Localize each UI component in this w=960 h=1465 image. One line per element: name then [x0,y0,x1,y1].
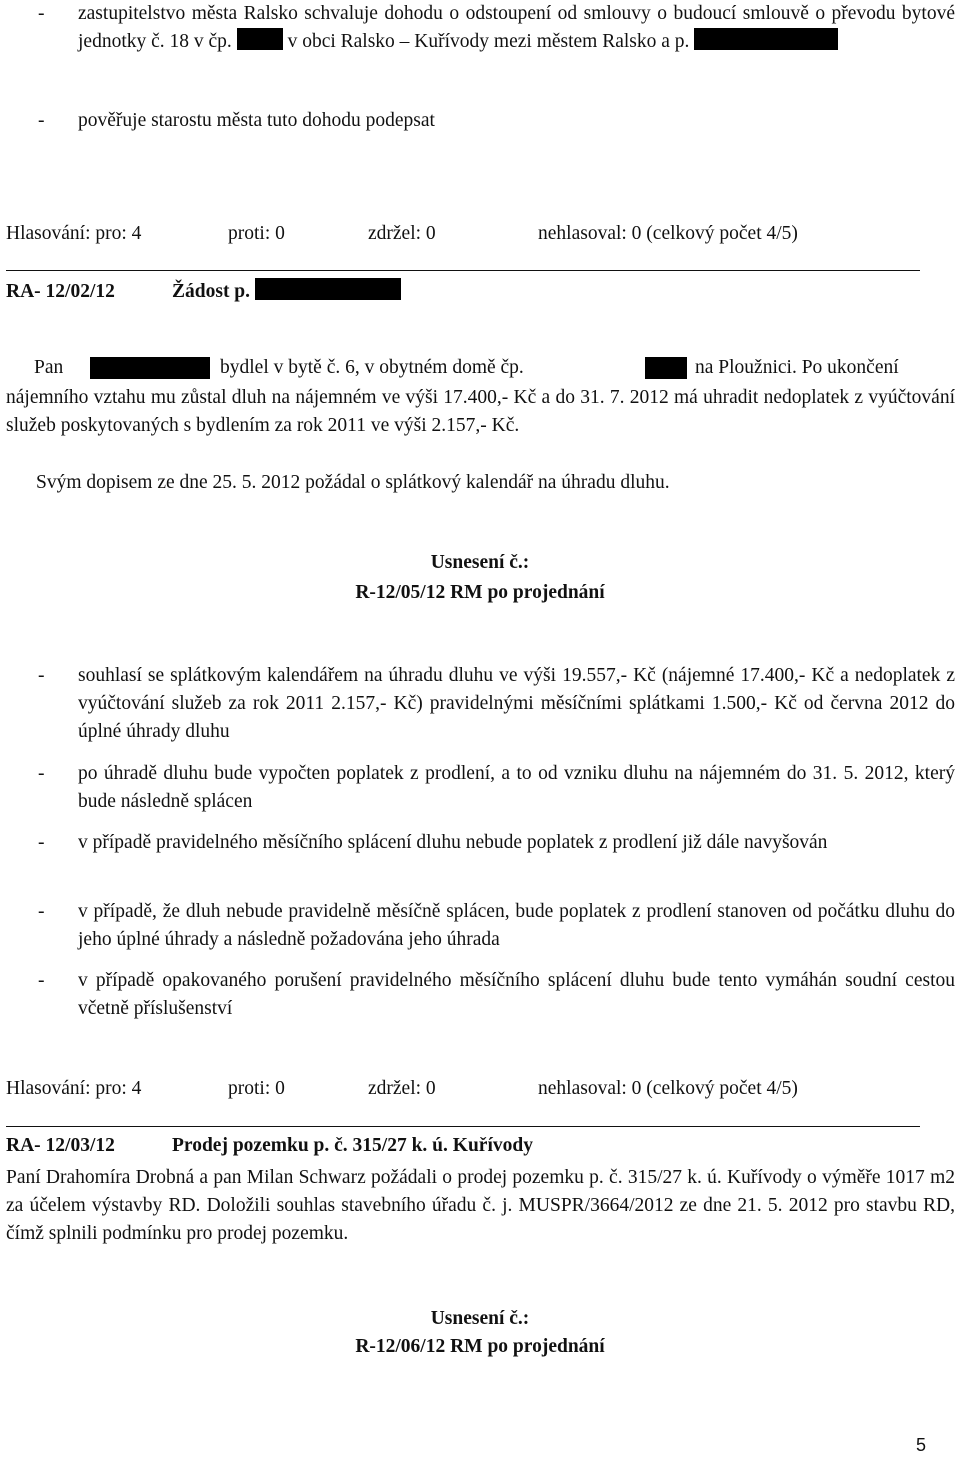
document-page: - zastupitelstvo města Ralsko schvaluje dohodu o odstoupení od smlouvy o budoucí smlouvě o převodu bytové jednotky č. 18 v čp. v obci Ralsko – Kuřívody mezi městem Ralsko a p. - pověřuje starostu města tuto dohodu podepsat Hlasování: pro: 4 proti: 0 zdržel: 0 nehlasoval: 0 (celkový počet 4/5) RA- 12/02/12 Žádost p. Pan bydlel v bytě č. 6, v obytném domě čp. na Ploužnici. Po ukončení nájemního vztahu mu zůstal dluh na nájemném ve výši 17.400,- Kč a do 31. 7. 2012 má uhradit nedoplatek z vyúčtování služeb poskytovaných s bydlením za rok 2011 ve výši 2.157,- Kč. Svým dopisem ze dne 25. 5. 2012 požádal o splátkový kalendář na úhradu dluhu. Usnesení č.: R-12/05/12 RM po projednání - souhlasí se splátkovým kalendářem na úhradu dluhu ve výši 19.557,- Kč (nájemné 17.400,- Kč a nedoplatek z vyúčtování služeb za rok 2011 2.157,- Kč) pravidelnými měsíčními splátkami 1.500,- Kč od června 2012 do úplné úhrady dluhu - po úhradě dluhu bude vypočten poplatek z prodlení, a to od vzniku dluhu na nájemném do 31. 5. 2012, který bude následně splácen - v případě pravidelného měsíčního splácení dluhu nebude poplatek z prodlení již dále navyšován - v případě, že dluh nebude pravidelně měsíčně splácen, bude poplatek z prodlení stanoven od počátku dluhu do jeho úplné úhrady a následně požadována jeho úhrada - v případě opakovaného porušení pravidelného měsíčního splácení dluhu bude tento vymáhán soudní cestou včetně příslušenství Hlasování: pro: 4 proti: 0 zdržel: 0 nehlasoval: 0 (celkový počet 4/5) RA- 12/03/12 Prodej pozemku p. č. 315/27 k. ú. Kuřívody Paní Drahomíra Drobná a pan Milan Schwarz požádali o prodej pozemku p. č. 315/27 k. ú. Kuřívody o výměře 1017 m2 za účelem výstavby RD. Doložili souhlas stavebního úřadu č. j. MUSPR/3664/2012 ze dne 21. 5. 2012 pro stavbu RD, čímž splnili podmínku pro prodej pozemku. Usnesení č.: R-12/06/12 RM po projednání 5 [0,0,960,1465]
item-code: RA- 12/03/12 [6,1135,115,1156]
vote-pro: Hlasování: pro: 4 [6,223,142,244]
vote-proti: proti: 0 [228,1078,285,1099]
bullet-text: po úhradě dluhu bude vypočten poplatek z prodlení, a to od vzniku dluhu na nájemném do 31. 5. 2012, který bude následně splácen [78,763,955,812]
redaction-block [694,28,838,50]
paragraph-text: nájemního vztahu mu zůstal dluh na nájemném ve výši 17.400,- Kč a do 31. 7. 2012 má uhradit nedoplatek z vyúčtování služeb poskytovaných s bydlením za rok 2011 ve výši 2.157,- Kč. [6,387,955,436]
redaction-block [255,278,401,300]
bullet-text: zastupitelstvo města Ralsko schvaluje dohodu o odstoupení od smlouvy o budoucí smlouvě o převodu bytové jednotky č. 18 v čp. [78,3,955,52]
paragraph-text: Svým dopisem ze dne 25. 5. 2012 požádal o splátkový kalendář na úhradu dluhu. [36,472,670,493]
vote-zdrzel: zdržel: 0 [368,1078,436,1099]
resolution-code: R-12/05/12 RM po projednání [355,582,605,603]
vote-nehlasoval: nehlasoval: 0 (celkový počet 4/5) [538,223,798,244]
item-code: RA- 12/02/12 [6,281,115,302]
redaction-block [237,28,283,50]
resolution-label: Usnesení č.: [430,552,530,573]
vote-pro: Hlasování: pro: 4 [6,1078,142,1099]
bullet-text-cont: v obci Ralsko – Kuřívody mezi městem Ralsko a p. [287,31,690,52]
item-title: Žádost p. [172,281,251,302]
item-heading [6,278,960,306]
bullet-text: souhlasí se splátkovým kalendářem na úhradu dluhu ve výši 19.557,- Kč (nájemné 17.400,- Kč a nedoplatek z vyúčtování služeb za rok 2011 2.157,- Kč) pravidelnými měsíčními splátkami 1.500,- Kč od června 2012 do úplné úhrady dluhu [78,665,955,742]
redaction-block [645,357,687,379]
resolution-code: R-12/06/12 RM po projednání [355,1336,605,1357]
paragraph-text: Paní Drahomíra Drobná a pan Milan Schwarz požádali o prodej pozemku p. č. 315/27 k. ú. Kuřívody o výměře 1017 m2 za účelem výstavby RD. Doložili souhlas stavebního úřadu č. j. MUSPR/3664/2012 ze dne 21. 5. 2012 pro stavbu RD, čímž splnili podmínku pro prodej pozemku. [6,1167,955,1244]
vote-zdrzel: zdržel: 0 [368,223,436,244]
vote-nehlasoval: nehlasoval: 0 (celkový počet 4/5) [538,1078,798,1099]
item-heading [6,1132,960,1160]
separator-rule [6,270,920,271]
bullet-text: v případě pravidelného měsíčního splácení dluhu nebude poplatek z prodlení již dále navyšován [78,832,828,853]
item-title: Prodej pozemku p. č. 315/27 k. ú. Kuřívody [172,1135,533,1156]
bullet-text: v případě, že dluh nebude pravidelně měsíčně splácen, bude poplatek z prodlení stanoven od počátku dluhu do jeho úplné úhrady a následně požadována jeho úhrada [78,901,955,950]
page-number: 5 [915,1435,926,1455]
redaction-block [90,357,210,379]
bullet-text: pověřuje starostu města tuto dohodu podepsat [78,110,435,131]
bullet-text: v případě opakovaného porušení pravidelného měsíčního splácení dluhu bude tento vymáhán soudní cestou včetně příslušenství [78,970,955,1019]
resolution-label: Usnesení č.: [430,1308,530,1329]
separator-rule [6,1126,920,1127]
vote-proti: proti: 0 [228,223,285,244]
